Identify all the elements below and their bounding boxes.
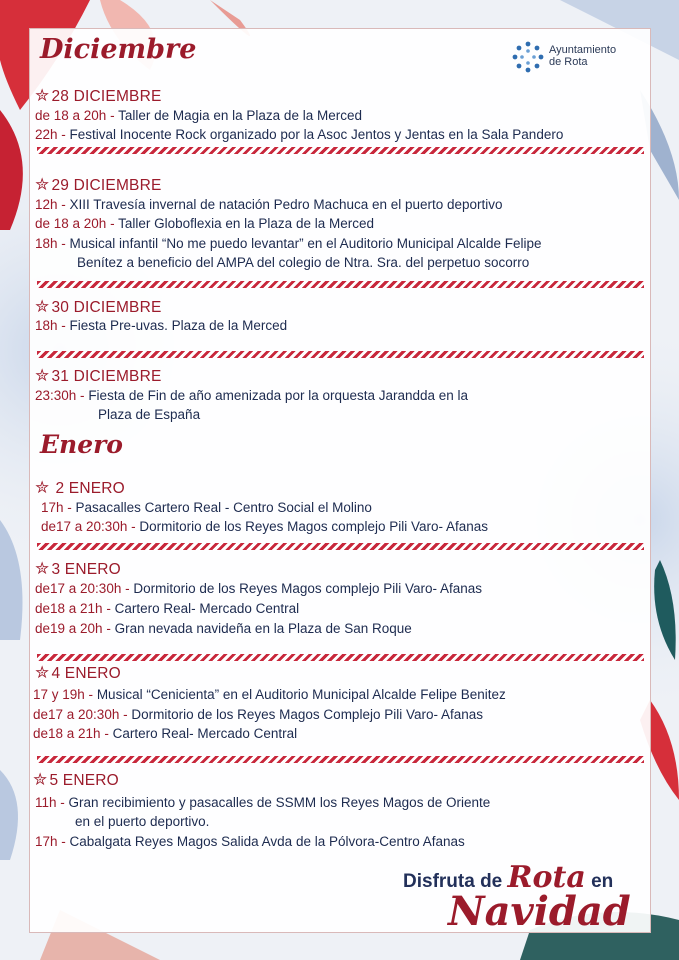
logo-line-1: Ayuntamiento [549,44,617,56]
slogan-post: en [591,871,614,892]
event-line [35,580,482,597]
event-line [33,725,297,742]
date-heading [35,366,162,386]
event-text: Gran recibimiento y pasacalles de SSMM los Reyes Magos de Oriente [68,795,491,810]
date-heading [33,770,119,790]
event-time: de17 a 20:30h - [33,707,128,722]
event-text: Pasacalles Cartero Real - Centro Social el Molino [75,500,372,515]
date-heading [35,175,162,195]
event-line [33,686,506,703]
star-icon: ✮ [35,478,50,497]
event-time: de19 a 20h - [35,621,111,636]
date-label: 28 DICIEMBRE [51,88,162,105]
month-title-december: Diciembre [40,34,197,65]
event-line [35,317,287,334]
event-line [35,600,299,617]
event-text: Musical “Cenicienta” en el Auditorio Municipal Alcalde Felipe Benitez [96,687,506,702]
date-heading [35,297,162,317]
event-time: de17 a 20:30h - [35,581,130,596]
event-text: Cabalgata Reyes Magos Salida Avda de la Pólvora-Centro Afanas [69,834,465,849]
event-text: Musical infantil “No me puedo levantar” en el Auditorio Municipal Alcalde Felipe [69,236,542,251]
section-divider [37,351,644,358]
event-text: Dormitorio de los Reyes Magos complejo Pili Varo- Afanas [139,519,489,534]
date-heading [35,86,162,106]
event-time: 23:30h - [35,388,85,403]
event-time: de17 a 20:30h - [41,519,136,534]
date-label: 4 ENERO [51,665,121,682]
date-heading [35,663,121,683]
event-line [35,215,374,232]
date-label: 3 ENERO [51,561,121,578]
section-divider [37,543,644,550]
event-time: 17h - [35,834,66,849]
event-line [35,107,362,124]
date-label: 31 DICIEMBRE [51,368,162,385]
event-time: 22h - [35,127,66,142]
event-line [35,387,468,404]
star-icon: ✮ [35,297,50,316]
event-time: de 18 a 20h - [35,108,115,123]
star-icon: ✮ [33,770,48,789]
event-text: Taller Globoflexia en la Plaza de la Merced [118,216,374,231]
star-icon: ✮ [35,86,50,105]
ayuntamiento-logo [511,40,641,76]
event-line [33,706,483,723]
event-time: 17 y 19h - [33,687,94,702]
event-text: Dormitorio de los Reyes Magos Complejo Pili Varo- Afanas [131,707,484,722]
section-divider [37,756,644,763]
event-text: XIII Travesía invernal de natación Pedro Machuca en el puerto deportivo [69,197,503,212]
event-text: Fiesta Pre-uvas. Plaza de la Merced [69,318,288,333]
month-title-january: Enero [40,430,123,459]
event-line [35,126,563,143]
logo-line-2: de Rota [549,56,588,68]
star-icon: ✮ [35,366,50,385]
event-line-continued: en el puerto deportivo. [75,814,210,829]
event-text: Fiesta de Fin de año amenizada por la orquesta Jarandda en la [88,388,469,403]
date-label: 30 DICIEMBRE [51,299,162,316]
event-text: Festival Inocente Rock organizado por la Asoc Jentos y Jentas en la Sala Pandero [69,127,564,142]
event-text: Cartero Real- Mercado Central [112,726,298,741]
date-heading [35,478,125,498]
event-line [41,499,372,516]
slogan-pre: Disfruta de [403,871,503,892]
event-text: Cartero Real- Mercado Central [114,601,300,616]
event-line-continued: Plaza de España [98,407,201,422]
event-text: Taller de Magia en la Plaza de la Merced [118,108,362,123]
event-time: 12h - [35,197,66,212]
date-heading [35,559,121,579]
event-time: 18h - [35,236,66,251]
event-line [41,518,488,535]
event-time: 11h - [35,795,65,810]
star-icon: ✮ [35,663,50,682]
event-time: de18 a 21h - [35,601,111,616]
event-time: 17h - [41,500,72,515]
event-line [35,794,490,811]
slogan-navidad: Navidad [448,888,631,935]
section-divider [37,281,644,288]
event-line-continued: Benítez a beneficio del AMPA del colegio de Ntra. Sra. del perpetuo socorro [77,255,530,270]
event-text: Dormitorio de los Reyes Magos complejo Pili Varo- Afanas [133,581,483,596]
section-divider [37,147,644,154]
event-time: 18h - [35,318,66,333]
section-divider [37,654,644,661]
star-icon: ✮ [35,175,50,194]
star-icon: ✮ [35,559,50,578]
event-time: de 18 a 20h - [35,216,115,231]
event-time: de18 a 21h - [33,726,109,741]
logo-icon [511,40,545,74]
date-label: 29 DICIEMBRE [51,177,162,194]
event-line [35,833,465,850]
event-text: Gran nevada navideña en la Plaza de San Roque [114,621,412,636]
event-line [35,235,542,252]
event-line [35,196,503,213]
event-line [35,620,412,637]
slogan-rota: Rota [507,860,586,895]
date-label: 5 ENERO [49,772,119,789]
date-label: 2 ENERO [55,480,125,497]
